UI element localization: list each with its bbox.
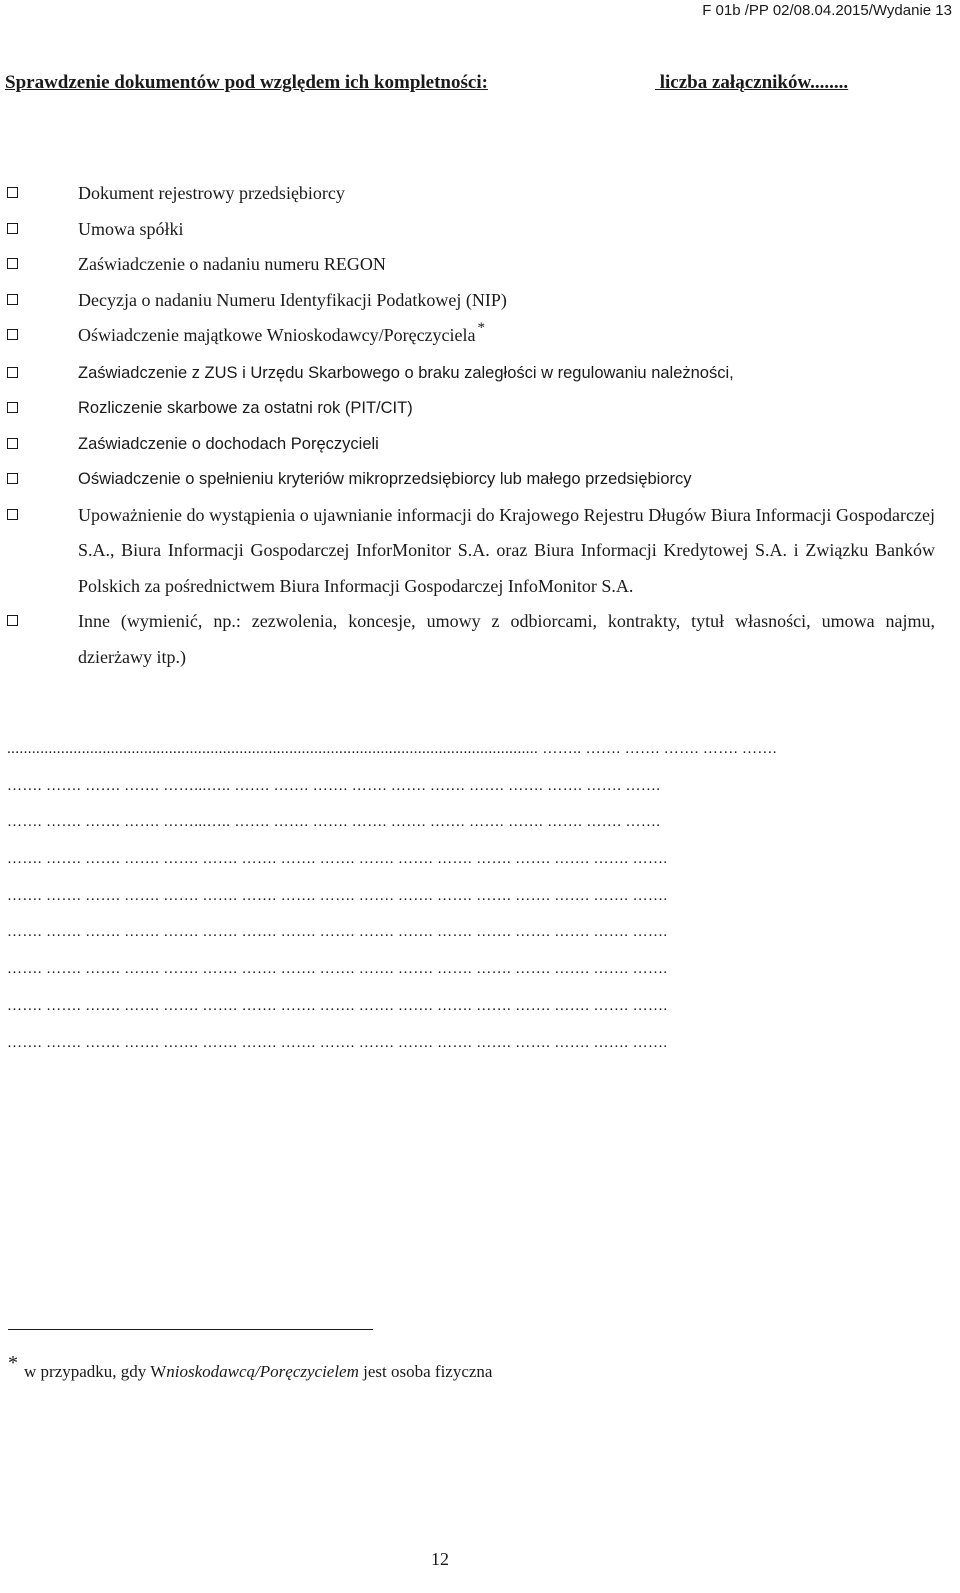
footnote-marker: * [8, 1352, 18, 1374]
checklist-item-text: Rozliczenie skarbowe za ostatni rok (PIT/CIT) [78, 399, 413, 417]
checklist-item [0, 462, 960, 498]
checklist-item-text: Umowa spółki [78, 218, 184, 239]
checklist-item [0, 176, 960, 212]
checklist-item-text: Dokument rejestrowy przedsiębiorcy [78, 183, 345, 203]
fill-in-lines [7, 731, 937, 1061]
dotted-line: ……. ……. ……. ……. ……. ……. ……. ……. ……. ……. ……. ……. ……. ……. ……. ……. ……. [7, 961, 668, 978]
checklist-item-label [78, 604, 935, 675]
dotted-line: ……. ……. ……. ……. ……. ……. ……. ……. ……. ……. ……. ……. ……. ……. ……. ……. ……. [7, 887, 668, 904]
dotted-line: ……. ……. ……. ……. ……...….. ……. ……. ……. ……. ……. ……. ……. ……. ……. ……. ……. [7, 814, 661, 831]
checkbox[interactable] [7, 509, 18, 520]
section-heading [5, 72, 935, 98]
checklist-item-text: Zaświadczenie z ZUS i Urzędu Skarbowego o braku zaległości w regulowaniu należności, [78, 363, 734, 382]
dotted-line: ……. ……. ……. ……. ……...….. ……. ……. ……. ……. ……. ……. ……. ……. ……. ……. ……. [7, 777, 661, 794]
checkbox[interactable] [7, 258, 18, 269]
checklist-item-text: Inne (wymienić, np.: zezwolenia, koncesje, umowy z odbiorcami, kontrakty, tytuł własności, umowa najmu, dzierżawy itp.) [78, 611, 935, 667]
checklist-item [0, 318, 960, 356]
checklist-item-label [78, 391, 960, 427]
checkbox[interactable] [7, 187, 18, 198]
checklist-item [0, 498, 960, 605]
checklist-item [0, 391, 960, 427]
checklist-item-text: Oświadczenie o spełnieniu kryteriów mikroprzedsiębiorcy lub małego przedsiębiorcy [78, 470, 692, 488]
dotted-line: ................................................................................................................................ …….. ……. ……. ……. ……. ……. [7, 741, 777, 757]
checkbox[interactable] [7, 367, 18, 378]
checklist-item [0, 356, 960, 392]
checklist-item-text: Upoważnienie do wystąpienia o ujawnianie informacji do Krajowego Rejestru Długów Biura Informacji Gospodarczej S.A., Biura Informacji Gospodarczej InforMonitor S.A. oraz Biura Informacji Kredytowej S.A. i Związku Banków Polskich za pośrednictwem Biura Informacji Gospodarczej InfoMonitor S.A. [78, 504, 935, 596]
dotted-line: ……. ……. ……. ……. ……. ……. ……. ……. ……. ……. ……. ……. ……. ……. ……. ……. ……. [7, 851, 668, 868]
page-number: 12 [431, 1549, 449, 1569]
checklist-item-label [78, 356, 960, 392]
checklist-item-text: Zaświadczenie o nadaniu numeru REGON [78, 254, 386, 274]
checkbox[interactable] [7, 329, 18, 340]
footnote [8, 1352, 493, 1383]
checkbox[interactable] [7, 473, 18, 484]
document-code: F 01b /PP 02/08.04.2015/Wydanie 13 [702, 2, 952, 19]
checklist-item-label [78, 176, 960, 212]
checklist-item [0, 604, 960, 675]
checkbox[interactable] [7, 402, 18, 413]
footnote-text-italic: nioskodawcą/Poręczycielem [166, 1362, 359, 1381]
checklist-item-label [78, 427, 960, 463]
checkbox[interactable] [7, 615, 18, 626]
checklist-item [0, 283, 960, 319]
heading-title: Sprawdzenie dokumentów pod względem ich kompletności: [5, 72, 488, 93]
checklist-item-text: Oświadczenie majątkowe Wnioskodawcy/Poręczyciela [78, 325, 476, 345]
attachments-count-label: liczba załączników........ [655, 72, 849, 93]
checklist-item-label [78, 318, 960, 356]
checklist-item-label [78, 462, 960, 498]
dotted-line: ……. ……. ……. ……. ……. ……. ……. ……. ……. ……. ……. ……. ……. ……. ……. ……. ……. [7, 924, 668, 941]
checklist-item-text: Decyzja o nadaniu Numeru Identyfikacji Podatkowej (NIP) [78, 289, 507, 310]
checklist-item [0, 427, 960, 463]
document-checklist [0, 176, 960, 675]
checklist-item [0, 212, 960, 248]
checklist-item-label [78, 247, 960, 283]
checklist-item-text: Zaświadczenie o dochodach Poręczycieli [78, 434, 379, 453]
checkbox[interactable] [7, 294, 18, 305]
checkbox[interactable] [7, 223, 18, 234]
footnote-reference: * [477, 320, 486, 336]
checklist-item [0, 247, 960, 283]
footnote-text-before: w przypadku, gdy W [24, 1362, 167, 1381]
checklist-item-label [78, 498, 935, 605]
dotted-line: ……. ……. ……. ……. ……. ……. ……. ……. ……. ……. ……. ……. ……. ……. ……. ……. ……. [7, 997, 668, 1014]
checkbox[interactable] [7, 438, 18, 449]
checklist-item-label [78, 283, 960, 319]
checklist-item-label [78, 212, 960, 248]
dotted-line: ……. ……. ……. ……. ……. ……. ……. ……. ……. ……. ……. ……. ……. ……. ……. ……. ……. [7, 1034, 668, 1051]
footnote-text-after: jest osoba fizyczna [358, 1362, 493, 1381]
footnote-divider [8, 1329, 373, 1330]
